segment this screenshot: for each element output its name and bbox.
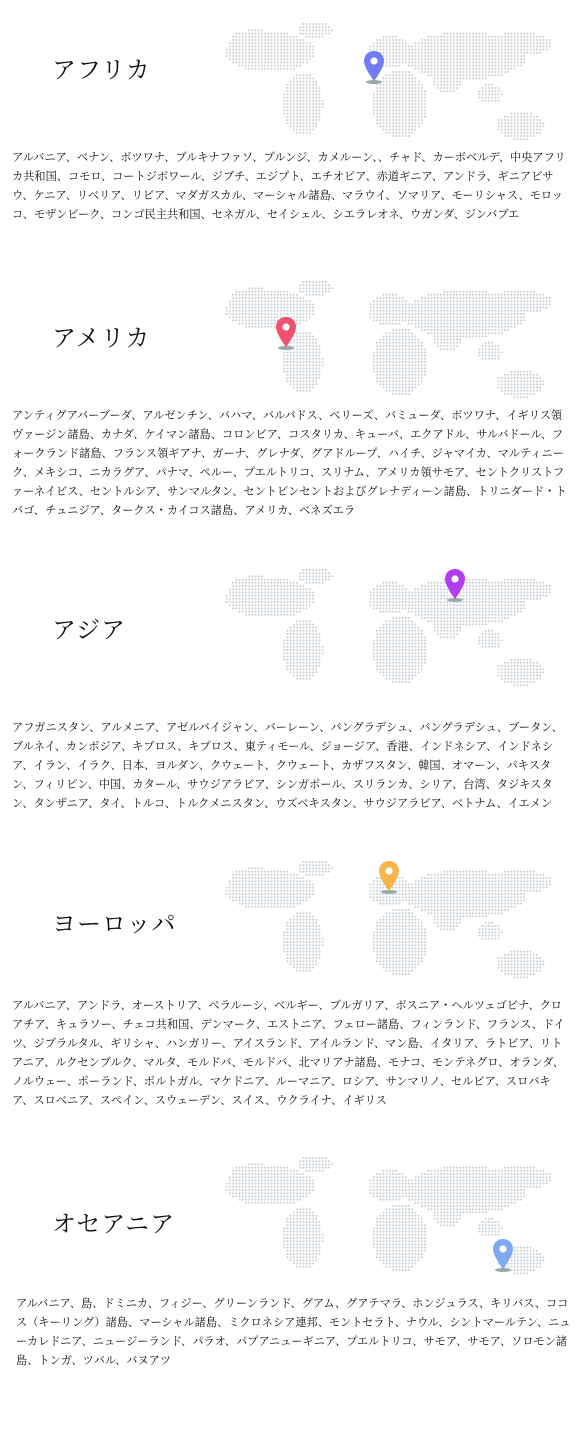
region-title: アメリカ <box>52 324 151 352</box>
country-list: アフガニスタン、アルメニア、アゼルバイジャン、バーレーン、バングラデシュ、バングラデシュ、ブータン、ブルネイ、カンボジア、キプロス、キプロス、東ティモール、ジョージア、香港、インドネシア、インドネシア、イラン、イラク、日本、ヨルダン、クウェート、クウェート、カザフスタン、韓国、オマーン、パキスタン、フィリピン、中国、カタール、サウジアラビア、シンガポール、スリランカ、シリア、台湾、タジキスタン、タンザニア、タイ、トルコ、トルクメニスタン、ウズベキスタン、サウジアラビア、ベトナム、イエメン <box>12 721 563 810</box>
country-list: アルバニア、アンドラ、オーストリア、ベラルーシ、ベルギー、ブルガリア、ボスニア・ヘルツェゴビナ、クロアチア、キュラソー、チェコ共和国、デンマーク、エストニア、フェロー諸島、フィンランド、フランス、ドイツ、ジブラルタル、ギリシャ、ハンガリー、アイスランド、アイルランド、マン島、イタリア、ラトビア、リトアニア、ルクセンブルク、マルタ、モルドバ、モルドバ、北マリアナ諸島、モナコ、モンテネグロ、オランダ、ノルウェー、ポーランド、ポルトガル、マケドニア、ルーマニア、ロシア、サンマリノ、セルビア、スロバキア、スロベニア、スペイン、スウェーデン、スイス、ウクライナ、イギリス <box>12 999 565 1107</box>
region-title: アジア <box>52 616 127 644</box>
country-list: アンティグアバーブーダ、アルゼンチン、バハマ、バルバドス、ベリーズ、バミューダ、ボツワナ、イギリス領ヴァージン諸島、カナダ、ケイマン諸島、コロンビア、コスタリカ、キューバ、エクアドル、サルバドール、フォークランド諸島、フランス領ギアナ、ガーナ、グレナダ、グアドループ、ハイチ、ジャマイカ、マルティニーク、メキシコ、ニカラグア、パナマ、ペルー、プエルトリコ、スリナム、アメリカ領サモア、セントクリストファーネイビス、セントルシア、サンマルタン、セントビンセントおよびグレナディーン諸島、トリニダード・トバゴ、チュニジア、タークス・カイコス諸島、アメリカ、ベネズエラ <box>12 409 567 517</box>
region-asia <box>0 568 580 848</box>
country-list: アルバニア、ベナン、ボツワナ、ブルキナファソ、ブルンジ、カメルーン、、チャド、カーボベルデ、中央アフリカ共和国、コモロ、コートジボワール、ジブチ、エジプト、エチオピア、赤道ギニア、アンドラ、ギニアビサウ、ケニア、リベリア、リビア、マダガスカル、マーシャル諸島、マラウイ、ソマリア、モーリシャス、モロッコ、モザンビーク、コンゴ民主共和国、セネガル、セイシェル、シエラレオネ、ウガンダ、ジンバブエ <box>12 151 566 221</box>
location-pin-icon <box>492 1238 514 1272</box>
region-title: ヨーロッパ <box>52 910 177 938</box>
location-pin-icon <box>363 50 385 84</box>
region-title: オセアニア <box>52 1210 176 1238</box>
region-oceania <box>0 1156 580 1436</box>
region-america <box>0 280 580 560</box>
country-list: アルバニア、島、ドミニカ、フィジー、グリーンランド、グアム、グアテマラ、ホンジュラス、キリバス、ココス（キーリング）諸島、マーシャル諸島、ミクロネシア連邦、モントセラト、ナウル、シントマールテン、ニューカレドニア、ニュージーランド、パラオ、パプアニューギニア、プエルトリコ、サモア、サモア、ソロモン諸島、トンガ、ツバル、バヌアツ <box>16 1297 571 1367</box>
location-pin-icon <box>378 860 400 894</box>
region-title: アフリカ <box>52 56 151 84</box>
dotted-world-map <box>215 22 565 152</box>
region-africa <box>0 22 580 302</box>
location-pin-icon <box>444 568 466 602</box>
dotted-world-map <box>215 280 565 410</box>
location-pin-icon <box>275 316 297 350</box>
region-europe <box>0 860 580 1140</box>
dotted-world-map <box>215 568 565 698</box>
